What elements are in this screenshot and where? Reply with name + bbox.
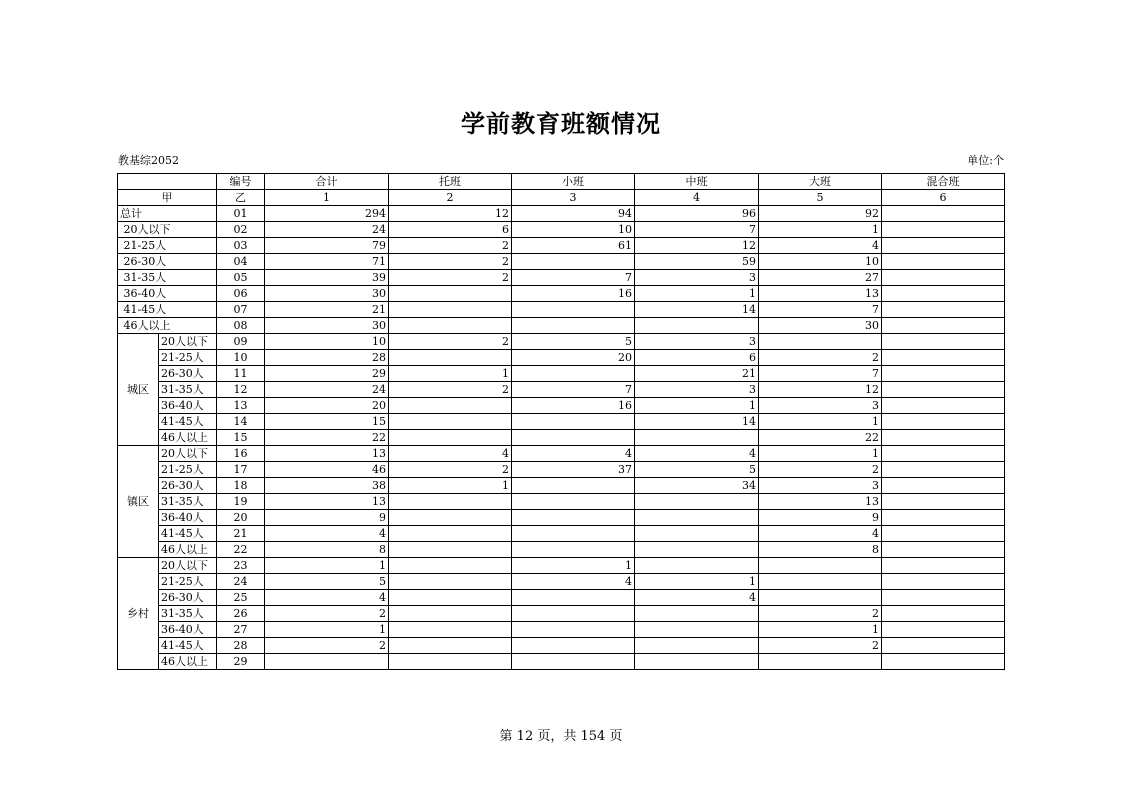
value-cell: 37 — [512, 462, 635, 478]
row-label: 26-30人 — [118, 254, 217, 270]
value-cell: 30 — [759, 318, 882, 334]
row-code: 29 — [217, 654, 265, 670]
value-cell: 1 — [635, 286, 759, 302]
value-cell — [389, 398, 512, 414]
header-index-cell: 3 — [512, 190, 635, 206]
row-label: 41-45人 — [159, 414, 217, 430]
row-code: 06 — [217, 286, 265, 302]
value-cell — [882, 590, 1005, 606]
table-row — [118, 510, 1005, 526]
value-cell — [882, 622, 1005, 638]
header-index-cell: 甲 — [118, 190, 217, 206]
value-cell: 30 — [265, 318, 389, 334]
value-cell — [882, 542, 1005, 558]
value-cell: 3 — [759, 478, 882, 494]
header-index-cell: 5 — [759, 190, 882, 206]
row-label: 31-35人 — [159, 494, 217, 510]
row-code: 22 — [217, 542, 265, 558]
value-cell: 13 — [265, 494, 389, 510]
value-cell: 5 — [265, 574, 389, 590]
header-cell: 合计 — [265, 174, 389, 190]
value-cell: 20 — [512, 350, 635, 366]
value-cell — [882, 366, 1005, 382]
value-cell — [512, 414, 635, 430]
value-cell — [635, 638, 759, 654]
header-row — [118, 174, 1005, 190]
value-cell: 24 — [265, 222, 389, 238]
value-cell — [635, 510, 759, 526]
value-cell: 1 — [389, 478, 512, 494]
value-cell — [882, 478, 1005, 494]
header-cell: 中班 — [635, 174, 759, 190]
value-cell: 6 — [389, 222, 512, 238]
value-cell — [389, 574, 512, 590]
table-row — [118, 526, 1005, 542]
value-cell — [389, 302, 512, 318]
header-cell: 混合班 — [882, 174, 1005, 190]
table-row — [118, 622, 1005, 638]
table-row — [118, 270, 1005, 286]
value-cell: 94 — [512, 206, 635, 222]
value-cell — [882, 638, 1005, 654]
value-cell: 4 — [512, 574, 635, 590]
value-cell: 24 — [265, 382, 389, 398]
table-row — [118, 542, 1005, 558]
value-cell: 96 — [635, 206, 759, 222]
value-cell — [882, 654, 1005, 670]
value-cell — [512, 606, 635, 622]
value-cell: 1 — [759, 446, 882, 462]
value-cell: 12 — [389, 206, 512, 222]
header-index-cell: 6 — [882, 190, 1005, 206]
value-cell: 59 — [635, 254, 759, 270]
value-cell — [882, 302, 1005, 318]
row-code: 24 — [217, 574, 265, 590]
row-code: 28 — [217, 638, 265, 654]
row-code: 19 — [217, 494, 265, 510]
value-cell: 30 — [265, 286, 389, 302]
value-cell — [882, 526, 1005, 542]
value-cell — [389, 494, 512, 510]
value-cell — [512, 622, 635, 638]
value-cell — [759, 654, 882, 670]
value-cell: 16 — [512, 286, 635, 302]
value-cell — [265, 654, 389, 670]
value-cell: 2 — [759, 350, 882, 366]
value-cell — [882, 350, 1005, 366]
value-cell — [512, 510, 635, 526]
row-label: 46人以上 — [159, 430, 217, 446]
value-cell: 7 — [635, 222, 759, 238]
value-cell: 8 — [759, 542, 882, 558]
value-cell: 28 — [265, 350, 389, 366]
header-cell: 大班 — [759, 174, 882, 190]
value-cell: 5 — [512, 334, 635, 350]
value-cell: 1 — [759, 414, 882, 430]
value-cell: 71 — [265, 254, 389, 270]
page-footer: 第 12 页，共 154 页 — [499, 729, 623, 744]
table-row — [118, 206, 1005, 222]
table-row — [118, 606, 1005, 622]
row-code: 20 — [217, 510, 265, 526]
row-code: 01 — [217, 206, 265, 222]
value-cell — [882, 398, 1005, 414]
table-row — [118, 446, 1005, 462]
row-code: 25 — [217, 590, 265, 606]
row-label: 36-40人 — [159, 510, 217, 526]
value-cell: 15 — [265, 414, 389, 430]
row-label: 31-35人 — [159, 382, 217, 398]
row-code: 12 — [217, 382, 265, 398]
value-cell — [882, 510, 1005, 526]
table-row — [118, 638, 1005, 654]
value-cell — [389, 542, 512, 558]
value-cell — [635, 318, 759, 334]
row-label: 20人以下 — [159, 334, 217, 350]
value-cell: 7 — [759, 366, 882, 382]
value-cell — [882, 494, 1005, 510]
value-cell — [882, 334, 1005, 350]
row-label: 41-45人 — [159, 638, 217, 654]
row-code: 02 — [217, 222, 265, 238]
value-cell — [882, 286, 1005, 302]
value-cell: 46 — [265, 462, 389, 478]
value-cell — [882, 254, 1005, 270]
table-row — [118, 574, 1005, 590]
header-index-row — [118, 190, 1005, 206]
row-label: 20人以下 — [159, 558, 217, 574]
value-cell: 14 — [635, 302, 759, 318]
value-cell — [389, 414, 512, 430]
row-code: 26 — [217, 606, 265, 622]
header-cell — [118, 174, 217, 190]
value-cell: 21 — [265, 302, 389, 318]
value-cell — [389, 526, 512, 542]
value-cell: 2 — [389, 238, 512, 254]
value-cell: 2 — [389, 334, 512, 350]
table-row — [118, 654, 1005, 670]
value-cell: 29 — [265, 366, 389, 382]
class-size-table — [117, 173, 1005, 670]
value-cell: 4 — [512, 446, 635, 462]
value-cell — [389, 286, 512, 302]
value-cell — [882, 462, 1005, 478]
table-row — [118, 286, 1005, 302]
value-cell: 39 — [265, 270, 389, 286]
value-cell: 4 — [265, 590, 389, 606]
value-cell: 4 — [265, 526, 389, 542]
unit-label: 单位:个 — [967, 154, 1004, 167]
table-row — [118, 334, 1005, 350]
value-cell — [512, 638, 635, 654]
table-code: 教基综2052 — [118, 154, 179, 167]
value-cell: 2 — [759, 606, 882, 622]
value-cell: 3 — [635, 270, 759, 286]
value-cell — [759, 558, 882, 574]
value-cell: 7 — [512, 270, 635, 286]
row-label: 21-25人 — [159, 574, 217, 590]
table-row — [118, 558, 1005, 574]
value-cell: 2 — [389, 270, 512, 286]
value-cell — [882, 558, 1005, 574]
value-cell: 3 — [635, 382, 759, 398]
row-label: 21-25人 — [159, 462, 217, 478]
header-index-cell: 乙 — [217, 190, 265, 206]
table-row — [118, 238, 1005, 254]
value-cell: 9 — [265, 510, 389, 526]
row-label: 36-40人 — [118, 286, 217, 302]
row-code: 05 — [217, 270, 265, 286]
row-label: 26-30人 — [159, 366, 217, 382]
group-label: 城区 — [118, 334, 159, 446]
value-cell: 22 — [759, 430, 882, 446]
row-code: 18 — [217, 478, 265, 494]
value-cell — [759, 590, 882, 606]
value-cell — [389, 318, 512, 334]
value-cell: 22 — [265, 430, 389, 446]
value-cell — [882, 382, 1005, 398]
row-code: 11 — [217, 366, 265, 382]
row-label: 20人以下 — [159, 446, 217, 462]
value-cell: 27 — [759, 270, 882, 286]
row-code: 15 — [217, 430, 265, 446]
table-row — [118, 430, 1005, 446]
value-cell: 1 — [759, 222, 882, 238]
value-cell: 13 — [265, 446, 389, 462]
value-cell — [759, 574, 882, 590]
table-row — [118, 414, 1005, 430]
row-label: 26-30人 — [159, 590, 217, 606]
value-cell — [635, 494, 759, 510]
value-cell: 1 — [389, 366, 512, 382]
value-cell: 1 — [265, 622, 389, 638]
value-cell: 4 — [759, 526, 882, 542]
value-cell — [635, 606, 759, 622]
value-cell: 92 — [759, 206, 882, 222]
value-cell — [512, 318, 635, 334]
value-cell — [635, 542, 759, 558]
value-cell: 10 — [759, 254, 882, 270]
value-cell: 1 — [265, 558, 389, 574]
table-row — [118, 350, 1005, 366]
value-cell: 20 — [265, 398, 389, 414]
value-cell — [512, 526, 635, 542]
row-code: 03 — [217, 238, 265, 254]
value-cell — [389, 430, 512, 446]
value-cell: 3 — [759, 398, 882, 414]
row-label: 46人以上 — [159, 542, 217, 558]
value-cell — [389, 558, 512, 574]
value-cell — [512, 590, 635, 606]
value-cell — [512, 478, 635, 494]
value-cell — [512, 254, 635, 270]
value-cell — [882, 318, 1005, 334]
header-index-cell: 4 — [635, 190, 759, 206]
row-label: 46人以上 — [118, 318, 217, 334]
row-label: 31-35人 — [159, 606, 217, 622]
value-cell — [882, 238, 1005, 254]
row-label: 21-25人 — [159, 350, 217, 366]
value-cell — [512, 366, 635, 382]
table-row — [118, 382, 1005, 398]
header-cell: 编号 — [217, 174, 265, 190]
header-cell: 小班 — [512, 174, 635, 190]
row-label: 46人以上 — [159, 654, 217, 670]
row-label: 36-40人 — [159, 398, 217, 414]
value-cell: 1 — [512, 558, 635, 574]
value-cell — [882, 222, 1005, 238]
row-label: 20人以下 — [118, 222, 217, 238]
group-label: 乡村 — [118, 558, 159, 670]
value-cell — [635, 654, 759, 670]
row-label: 21-25人 — [118, 238, 217, 254]
value-cell: 2 — [389, 382, 512, 398]
row-label: 总计 — [118, 206, 217, 222]
value-cell — [512, 542, 635, 558]
table-row — [118, 318, 1005, 334]
table-row — [118, 254, 1005, 270]
value-cell: 3 — [635, 334, 759, 350]
table-row — [118, 398, 1005, 414]
value-cell: 2 — [389, 254, 512, 270]
value-cell: 4 — [635, 446, 759, 462]
value-cell — [882, 270, 1005, 286]
value-cell: 6 — [635, 350, 759, 366]
table-row — [118, 590, 1005, 606]
row-label: 36-40人 — [159, 622, 217, 638]
value-cell: 61 — [512, 238, 635, 254]
value-cell — [512, 302, 635, 318]
value-cell: 2 — [265, 606, 389, 622]
value-cell — [635, 622, 759, 638]
value-cell: 1 — [635, 574, 759, 590]
table-row — [118, 494, 1005, 510]
table-row — [118, 302, 1005, 318]
value-cell: 21 — [635, 366, 759, 382]
value-cell: 14 — [635, 414, 759, 430]
value-cell: 8 — [265, 542, 389, 558]
value-cell: 2 — [759, 638, 882, 654]
page-title: 学前教育班额情况 — [461, 110, 661, 138]
row-code: 17 — [217, 462, 265, 478]
table-row — [118, 222, 1005, 238]
value-cell — [759, 334, 882, 350]
value-cell: 4 — [759, 238, 882, 254]
value-cell: 10 — [512, 222, 635, 238]
row-code: 27 — [217, 622, 265, 638]
value-cell — [882, 414, 1005, 430]
value-cell: 34 — [635, 478, 759, 494]
header-index-cell: 2 — [389, 190, 512, 206]
value-cell: 5 — [635, 462, 759, 478]
value-cell: 38 — [265, 478, 389, 494]
row-code: 08 — [217, 318, 265, 334]
value-cell — [389, 606, 512, 622]
value-cell — [389, 350, 512, 366]
value-cell — [882, 606, 1005, 622]
value-cell — [882, 206, 1005, 222]
value-cell: 7 — [759, 302, 882, 318]
header-index-cell: 1 — [265, 190, 389, 206]
value-cell — [882, 446, 1005, 462]
value-cell: 12 — [635, 238, 759, 254]
value-cell: 7 — [512, 382, 635, 398]
row-code: 23 — [217, 558, 265, 574]
value-cell: 2 — [265, 638, 389, 654]
row-code: 13 — [217, 398, 265, 414]
value-cell — [389, 590, 512, 606]
value-cell — [389, 510, 512, 526]
value-cell — [635, 526, 759, 542]
table-row — [118, 366, 1005, 382]
row-label: 41-45人 — [159, 526, 217, 542]
value-cell: 10 — [265, 334, 389, 350]
table-row — [118, 478, 1005, 494]
value-cell: 1 — [759, 622, 882, 638]
value-cell: 16 — [512, 398, 635, 414]
value-cell — [389, 638, 512, 654]
value-cell — [512, 494, 635, 510]
table-row — [118, 462, 1005, 478]
header-cell: 托班 — [389, 174, 512, 190]
row-code: 04 — [217, 254, 265, 270]
row-code: 07 — [217, 302, 265, 318]
row-code: 09 — [217, 334, 265, 350]
value-cell — [512, 430, 635, 446]
row-code: 14 — [217, 414, 265, 430]
value-cell: 1 — [635, 398, 759, 414]
group-label: 镇区 — [118, 446, 159, 558]
value-cell: 13 — [759, 494, 882, 510]
value-cell: 4 — [389, 446, 512, 462]
value-cell: 2 — [389, 462, 512, 478]
value-cell — [635, 430, 759, 446]
row-label: 26-30人 — [159, 478, 217, 494]
row-code: 16 — [217, 446, 265, 462]
row-label: 41-45人 — [118, 302, 217, 318]
value-cell: 12 — [759, 382, 882, 398]
value-cell: 2 — [759, 462, 882, 478]
value-cell — [389, 622, 512, 638]
row-label: 31-35人 — [118, 270, 217, 286]
value-cell — [512, 654, 635, 670]
row-code: 10 — [217, 350, 265, 366]
value-cell: 294 — [265, 206, 389, 222]
value-cell — [389, 654, 512, 670]
value-cell: 4 — [635, 590, 759, 606]
value-cell: 9 — [759, 510, 882, 526]
value-cell — [882, 430, 1005, 446]
value-cell: 13 — [759, 286, 882, 302]
value-cell — [882, 574, 1005, 590]
row-code: 21 — [217, 526, 265, 542]
value-cell — [635, 558, 759, 574]
value-cell: 79 — [265, 238, 389, 254]
